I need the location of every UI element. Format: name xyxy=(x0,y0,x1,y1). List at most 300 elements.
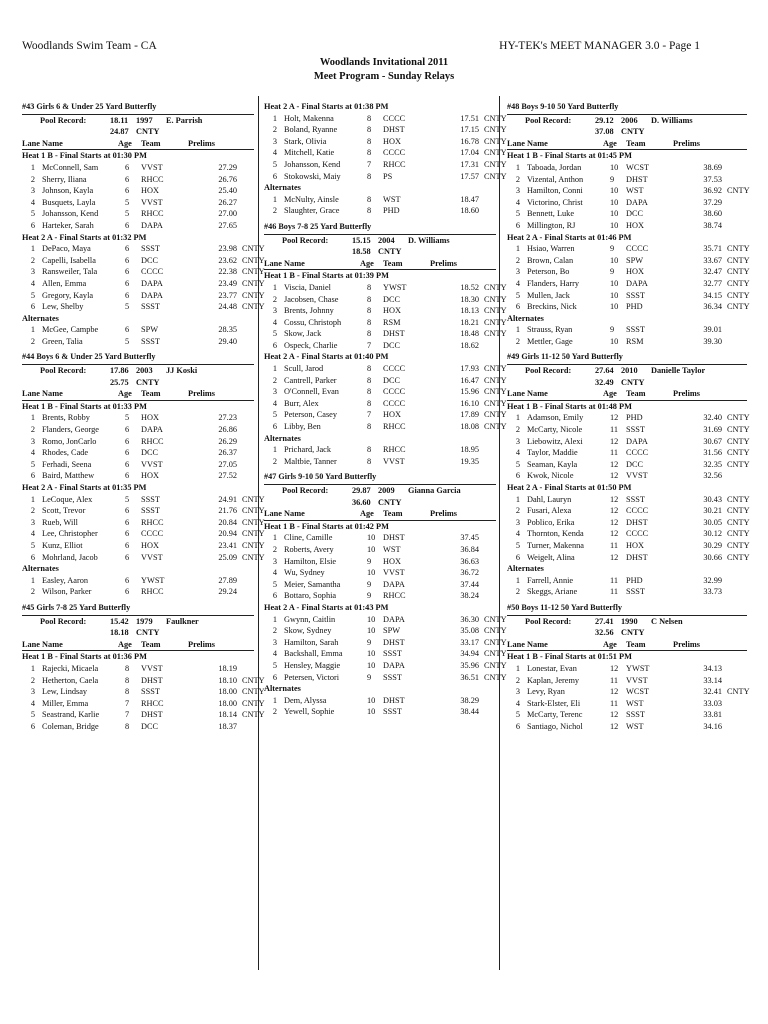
pool-record-holder: Danielle Taylor xyxy=(651,366,706,376)
county-standard-line xyxy=(22,377,254,389)
pool-record-time: 27.41 xyxy=(595,616,614,626)
county-standard-line xyxy=(264,497,496,509)
team-code: DAPA xyxy=(141,290,163,300)
event-title: #44 Boys 6 & Under 25 Yard Butterfly xyxy=(22,352,156,362)
county-standard-time: 24.87 xyxy=(110,127,129,137)
swimmer-age: 11 xyxy=(610,575,618,585)
entry-row xyxy=(264,282,507,294)
team-code: VVST xyxy=(626,471,648,481)
team-code: YWST xyxy=(141,575,165,585)
swimmer-age: 10 xyxy=(367,614,376,624)
county-qualifier: CNTY xyxy=(484,660,507,670)
entry-row xyxy=(507,447,750,459)
entry-row xyxy=(22,517,265,529)
prelim-time: 32.77 xyxy=(703,278,722,288)
team-code: WST xyxy=(626,721,644,731)
swimmer-name: Rajecki, Micaela xyxy=(42,663,99,673)
swimmer-name: Turner, Makenna xyxy=(527,540,584,550)
swimmer-age: 12 xyxy=(610,552,619,562)
team-code: RHCC xyxy=(383,445,406,455)
pool-record-line xyxy=(507,616,747,628)
county-qualifier: CNTY xyxy=(484,306,507,316)
lane-number: 6 xyxy=(30,302,35,312)
swimmer-age: 10 xyxy=(367,695,376,705)
team-code: WCST xyxy=(626,687,650,697)
team-code: SSST xyxy=(626,290,645,300)
heat-header: Heat 2 A - Final Starts at 01:38 PM xyxy=(264,102,389,111)
swimmer-name: Lew, Lindsay xyxy=(42,687,88,697)
column-divider xyxy=(499,96,500,970)
swimmer-name: Stokowski, Maiy xyxy=(284,171,341,181)
prelim-time: 27.65 xyxy=(218,220,237,230)
swimmer-name: Allen, Emma xyxy=(42,278,87,288)
swimmer-age: 5 xyxy=(125,209,130,219)
swimmer-age: 8 xyxy=(125,721,130,731)
team-code: SPW xyxy=(383,626,401,636)
swimmer-age: 8 xyxy=(367,364,372,374)
team-code: DHST xyxy=(141,710,163,720)
county-qualifier: CNTY xyxy=(727,244,750,254)
lane-number: 3 xyxy=(272,637,277,647)
prelim-time: 24.48 xyxy=(218,302,237,312)
team-code: CCCC xyxy=(383,398,406,408)
lane-number: 4 xyxy=(30,448,35,458)
prelim-time: 36.51 xyxy=(460,672,479,682)
swimmer-name: McCarty, Nicole xyxy=(527,425,583,435)
team-code: HOX xyxy=(141,540,159,550)
team-code: DCC xyxy=(626,459,644,469)
swimmer-name: Gwynn, Caitlin xyxy=(284,614,336,624)
lane-number: 3 xyxy=(272,556,277,566)
swimmer-age: 9 xyxy=(610,174,615,184)
pool-record-time: 29.12 xyxy=(595,115,614,125)
lane-number: 6 xyxy=(30,552,35,562)
prelim-time: 15.96 xyxy=(460,387,479,397)
swimmer-name: Hamilton, Sarah xyxy=(284,637,339,647)
lane-number: 5 xyxy=(515,540,520,550)
team-code: PHD xyxy=(626,575,643,585)
county-qualifier: CNTY xyxy=(484,136,507,146)
swimmer-name: Ferhadi, Seena xyxy=(42,459,92,469)
lane-number: 4 xyxy=(30,197,35,207)
prelim-time: 36.84 xyxy=(460,544,479,554)
swimmer-name: Bennett, Luke xyxy=(527,209,575,219)
lane-number: 2 xyxy=(272,456,277,466)
entry-row xyxy=(22,528,265,540)
county-qualifier: CNTY xyxy=(242,687,265,697)
lane-number: 3 xyxy=(30,517,35,527)
team-code: HOX xyxy=(383,556,401,566)
county-qualifier: CNTY xyxy=(484,125,507,135)
prelim-time: 18.37 xyxy=(218,721,237,731)
swimmer-name: Easley, Aaron xyxy=(42,575,89,585)
swimmer-name: Maltbie, Tanner xyxy=(284,456,337,466)
swimmer-age: 6 xyxy=(125,290,130,300)
prelim-time: 26.86 xyxy=(218,425,237,435)
county-qualifier: CNTY xyxy=(242,290,265,300)
pool-record-time: 27.64 xyxy=(595,366,614,376)
prelim-time: 16.10 xyxy=(460,398,479,408)
swimmer-name: Burr, Alex xyxy=(284,398,319,408)
prelims-header: Prelims xyxy=(188,389,216,399)
swimmer-name: Dem, Alyssa xyxy=(284,695,327,705)
swimmer-name: Skeggs, Ariane xyxy=(527,587,578,597)
prelim-time: 30.66 xyxy=(703,552,722,562)
team-code: SSST xyxy=(626,325,645,335)
team-code: RHCC xyxy=(383,159,406,169)
county-standard-line xyxy=(264,246,496,258)
alternates-header: Alternates xyxy=(264,684,301,694)
county-standard-label: CNTY xyxy=(378,247,402,257)
program-subtitle: Meet Program - Sunday Relays xyxy=(313,71,455,82)
team-code: RHCC xyxy=(141,209,164,219)
swimmer-age: 8 xyxy=(367,294,372,304)
entry-row xyxy=(264,205,496,217)
pool-record-year: 2010 xyxy=(621,366,638,376)
prelim-time: 18.14 xyxy=(218,710,237,720)
team-code: DHST xyxy=(383,637,405,647)
pool-record-line xyxy=(264,485,496,497)
county-qualifier: CNTY xyxy=(727,436,750,446)
lane-number: 2 xyxy=(30,506,35,516)
entry-row xyxy=(507,675,747,687)
team-code: VVST xyxy=(141,663,163,673)
swimmer-name: Prichard, Jack xyxy=(284,445,331,455)
entry-row xyxy=(507,301,750,313)
swimmer-age: 6 xyxy=(125,220,130,230)
swimmer-name: Lew, Shelby xyxy=(42,302,84,312)
prelim-time: 32.41 xyxy=(703,687,722,697)
team-code: RHCC xyxy=(141,587,164,597)
swimmer-name: Gregory, Kayla xyxy=(42,290,94,300)
swimmer-age: 12 xyxy=(610,517,619,527)
lane-number: 1 xyxy=(30,494,35,504)
entry-row xyxy=(507,540,750,552)
county-qualifier: CNTY xyxy=(242,494,265,504)
prelim-time: 17.15 xyxy=(460,125,479,135)
swimmer-age: 6 xyxy=(125,575,130,585)
swimmer-age: 10 xyxy=(610,255,619,265)
prelim-time: 17.04 xyxy=(460,148,479,158)
swimmer-name: Baird, Matthew xyxy=(42,471,95,481)
lane-number: 6 xyxy=(272,171,277,181)
team-code: VVST xyxy=(141,552,163,562)
heat-header: Heat 1 B - Final Starts at 01:36 PM xyxy=(22,652,147,662)
prelim-time: 36.72 xyxy=(460,568,479,578)
entry-row xyxy=(507,174,747,186)
pool-record-time: 29.87 xyxy=(352,486,371,495)
prelim-time: 38.60 xyxy=(703,209,722,219)
prelim-time: 27.29 xyxy=(218,162,237,172)
prelim-time: 30.67 xyxy=(703,436,722,446)
prelim-time: 27.23 xyxy=(218,413,237,423)
swimmer-name: Capelli, Isabella xyxy=(42,255,96,265)
county-qualifier: CNTY xyxy=(727,290,750,300)
prelim-time: 18.60 xyxy=(460,206,479,216)
lane-number: 5 xyxy=(272,579,277,589)
swimmer-name: Flanders, Harry xyxy=(527,278,580,288)
lane-number: 2 xyxy=(515,336,520,346)
prelim-time: 18.00 xyxy=(218,698,237,708)
pool-record-label: Pool Record: xyxy=(40,616,87,626)
alternates-header: Alternates xyxy=(264,433,301,443)
team-code: VVST xyxy=(383,456,405,466)
pool-record-year: 2009 xyxy=(378,486,395,495)
swimmer-name: Hsiao, Warren xyxy=(527,244,575,254)
entry-row xyxy=(264,579,496,591)
team-code: CCCC xyxy=(626,244,649,254)
program-column-2 xyxy=(264,101,507,718)
pool-record-time: 15.15 xyxy=(352,235,371,245)
county-qualifier: CNTY xyxy=(242,302,265,312)
column-headers xyxy=(22,138,254,151)
county-qualifier: CNTY xyxy=(484,637,507,647)
county-standard-time: 32.56 xyxy=(595,628,614,638)
team-code: DHST xyxy=(626,174,648,184)
team-code: HOX xyxy=(626,267,644,277)
swimmer-name: Mohrland, Jacob xyxy=(42,552,98,562)
team-code: RHCC xyxy=(141,174,164,184)
entry-row xyxy=(507,709,747,721)
county-standard-time: 32.49 xyxy=(595,377,614,387)
lane-number: 4 xyxy=(272,649,277,659)
entry-row xyxy=(264,409,507,421)
age-header: Age xyxy=(603,639,617,649)
lane-name-header: Lane Name xyxy=(22,138,63,148)
lane-number: 4 xyxy=(515,448,520,458)
swimmer-age: 10 xyxy=(610,278,619,288)
lane-number: 2 xyxy=(30,336,35,346)
swimmer-name: Levy, Ryan xyxy=(527,687,565,697)
pool-record-holder: E. Parrish xyxy=(166,115,203,125)
entry-row xyxy=(507,412,750,424)
lane-number: 6 xyxy=(272,591,277,601)
swimmer-age: 8 xyxy=(125,675,130,685)
alternates-header: Alternates xyxy=(264,183,301,193)
lane-number: 4 xyxy=(515,698,520,708)
team-code: DHST xyxy=(383,533,405,543)
entry-row xyxy=(507,470,747,482)
entry-row xyxy=(507,197,747,209)
swimmer-age: 12 xyxy=(610,506,619,516)
swimmer-name: Miller, Emma xyxy=(42,698,89,708)
pool-record-time: 15.42 xyxy=(110,616,129,626)
county-qualifier: CNTY xyxy=(484,329,507,339)
prelim-time: 25.40 xyxy=(218,186,237,196)
prelim-time: 34.15 xyxy=(703,290,722,300)
swimmer-age: 12 xyxy=(610,687,619,697)
swimmer-name: Holt, Makenna xyxy=(284,113,334,123)
swimmer-age: 10 xyxy=(367,660,376,670)
entry-row xyxy=(507,208,747,220)
county-qualifier: CNTY xyxy=(484,410,507,420)
county-standard-time: 18.18 xyxy=(110,628,129,638)
team-code: VVST xyxy=(141,459,163,469)
swimmer-age: 8 xyxy=(367,445,372,455)
prelim-time: 23.41 xyxy=(218,540,237,550)
team-code: YWST xyxy=(383,282,407,292)
lane-number: 6 xyxy=(515,721,520,731)
team-code: SSST xyxy=(626,494,645,504)
lane-number: 6 xyxy=(515,220,520,230)
swimmer-age: 8 xyxy=(367,398,372,408)
prelim-time: 18.08 xyxy=(460,422,479,432)
entry-row xyxy=(264,556,496,568)
swimmer-name: Yewell, Sophie xyxy=(284,707,335,717)
lane-number: 5 xyxy=(272,660,277,670)
lane-number: 3 xyxy=(30,186,35,196)
swimmer-age: 8 xyxy=(367,148,372,158)
prelim-time: 32.99 xyxy=(703,575,722,585)
team-code: PHD xyxy=(626,302,643,312)
event-title: #46 Boys 7-8 25 Yard Butterfly xyxy=(264,221,372,231)
pool-record-label: Pool Record: xyxy=(40,366,87,376)
lane-number: 2 xyxy=(272,294,277,304)
swimmer-name: Fusari, Alexa xyxy=(527,506,572,516)
swimmer-name: Hamilton, Conni xyxy=(527,186,583,196)
swimmer-age: 10 xyxy=(610,197,619,207)
entry-row xyxy=(22,278,265,290)
team-code: DAPA xyxy=(383,579,405,589)
prelim-time: 33.14 xyxy=(703,675,722,685)
entry-row xyxy=(22,424,254,436)
entry-row xyxy=(22,675,265,687)
team-code: PS xyxy=(383,171,393,181)
lane-number: 4 xyxy=(272,148,277,158)
prelim-time: 31.56 xyxy=(703,448,722,458)
entry-row xyxy=(264,171,507,183)
team-code: DCC xyxy=(141,448,159,458)
lane-number: 4 xyxy=(272,568,277,578)
lane-number: 4 xyxy=(30,529,35,539)
event-title: #45 Girls 7-8 25 Yard Butterfly xyxy=(22,602,131,612)
swimmer-age: 9 xyxy=(367,579,372,589)
swimmer-age: 11 xyxy=(610,425,618,435)
entry-row xyxy=(22,208,254,220)
lane-number: 2 xyxy=(272,544,277,554)
team-code: HOX xyxy=(141,186,159,196)
pool-record-holder: D. Williams xyxy=(408,235,450,245)
county-qualifier: CNTY xyxy=(242,710,265,720)
lane-number: 1 xyxy=(515,413,520,423)
pool-record-line xyxy=(507,115,747,127)
swimmer-age: 6 xyxy=(125,436,130,446)
swimmer-name: Weigelt, Alina xyxy=(527,552,575,562)
alternates-header: Alternates xyxy=(507,564,544,574)
pool-record-year: 2003 xyxy=(136,366,153,376)
pool-record-holder: Gianna Garcia xyxy=(408,486,461,495)
swimmer-age: 5 xyxy=(125,197,130,207)
swimmer-age: 9 xyxy=(367,637,372,647)
team-code: CCCC xyxy=(383,113,406,123)
swimmer-name: Green, Talia xyxy=(42,336,83,346)
prelim-time: 33.81 xyxy=(703,710,722,720)
swimmer-age: 9 xyxy=(367,591,372,601)
entry-row xyxy=(264,637,507,649)
lane-number: 1 xyxy=(515,162,520,172)
swimmer-name: Wilson, Parker xyxy=(42,587,92,597)
heat-header: Heat 1 B - Final Starts at 01:39 PM xyxy=(264,271,389,281)
county-standard-label: CNTY xyxy=(621,628,645,638)
swimmer-age: 10 xyxy=(610,209,619,219)
lane-number: 1 xyxy=(272,364,277,374)
county-qualifier: CNTY xyxy=(484,387,507,397)
swimmer-name: Brents, Johnny xyxy=(284,306,334,316)
entry-row xyxy=(22,243,265,255)
swimmer-age: 12 xyxy=(610,436,619,446)
swimmer-name: Johansson, Kend xyxy=(284,159,341,169)
swimmer-name: Stark, Olivia xyxy=(284,136,327,146)
prelim-time: 35.08 xyxy=(460,626,479,636)
lane-number: 3 xyxy=(515,436,520,446)
team-code: WST xyxy=(383,544,401,554)
column-headers xyxy=(507,138,747,151)
swimmer-age: 8 xyxy=(367,317,372,327)
pool-record-label: Pool Record: xyxy=(525,115,572,125)
entry-row xyxy=(264,456,496,468)
pool-record-year: 1979 xyxy=(136,616,153,626)
swimmer-name: Coleman, Bridge xyxy=(42,721,99,731)
swimmer-age: 6 xyxy=(125,186,130,196)
county-standard-time: 25.75 xyxy=(110,377,129,387)
lane-number: 5 xyxy=(515,290,520,300)
lane-number: 3 xyxy=(30,687,35,697)
prelim-time: 16.78 xyxy=(460,136,479,146)
prelim-time: 18.62 xyxy=(460,340,479,350)
prelim-time: 27.52 xyxy=(218,471,237,481)
county-qualifier: CNTY xyxy=(242,698,265,708)
lane-number: 3 xyxy=(30,267,35,277)
team-code: DAPA xyxy=(383,614,405,624)
pool-record-label: Pool Record: xyxy=(40,115,87,125)
entry-row xyxy=(22,185,254,197)
lane-name-header: Lane Name xyxy=(507,389,548,399)
county-qualifier: CNTY xyxy=(727,413,750,423)
lane-number: 5 xyxy=(272,329,277,339)
team-code: DAPA xyxy=(383,660,405,670)
entry-row xyxy=(264,194,496,206)
swimmer-age: 8 xyxy=(367,282,372,292)
swimmer-age: 8 xyxy=(367,125,372,135)
entry-row xyxy=(22,255,265,267)
swimmer-name: Santiago, Nichol xyxy=(527,721,583,731)
team-code: RHCC xyxy=(383,422,406,432)
heat-header: Heat 2 A - Final Starts at 01:32 PM xyxy=(22,232,147,242)
entry-row xyxy=(264,147,507,159)
county-qualifier: CNTY xyxy=(727,506,750,516)
entry-row xyxy=(264,567,496,579)
team-code: WCST xyxy=(626,162,650,172)
swimmer-age: 8 xyxy=(125,663,130,673)
entry-row xyxy=(22,324,254,336)
team-header: Team xyxy=(626,138,646,148)
lane-number: 1 xyxy=(272,194,277,204)
lane-number: 4 xyxy=(515,529,520,539)
prelim-time: 35.96 xyxy=(460,660,479,670)
county-qualifier: CNTY xyxy=(242,278,265,288)
entry-row xyxy=(507,505,750,517)
county-standard-line xyxy=(507,377,747,389)
entry-row xyxy=(507,266,750,278)
swimmer-name: Johansson, Kend xyxy=(42,209,99,219)
swimmer-age: 6 xyxy=(125,459,130,469)
prelims-header: Prelims xyxy=(188,639,216,649)
county-qualifier: CNTY xyxy=(727,302,750,312)
entry-row xyxy=(264,672,507,684)
prelim-time: 18.52 xyxy=(460,282,479,292)
entry-row xyxy=(264,328,507,340)
lane-number: 5 xyxy=(515,459,520,469)
